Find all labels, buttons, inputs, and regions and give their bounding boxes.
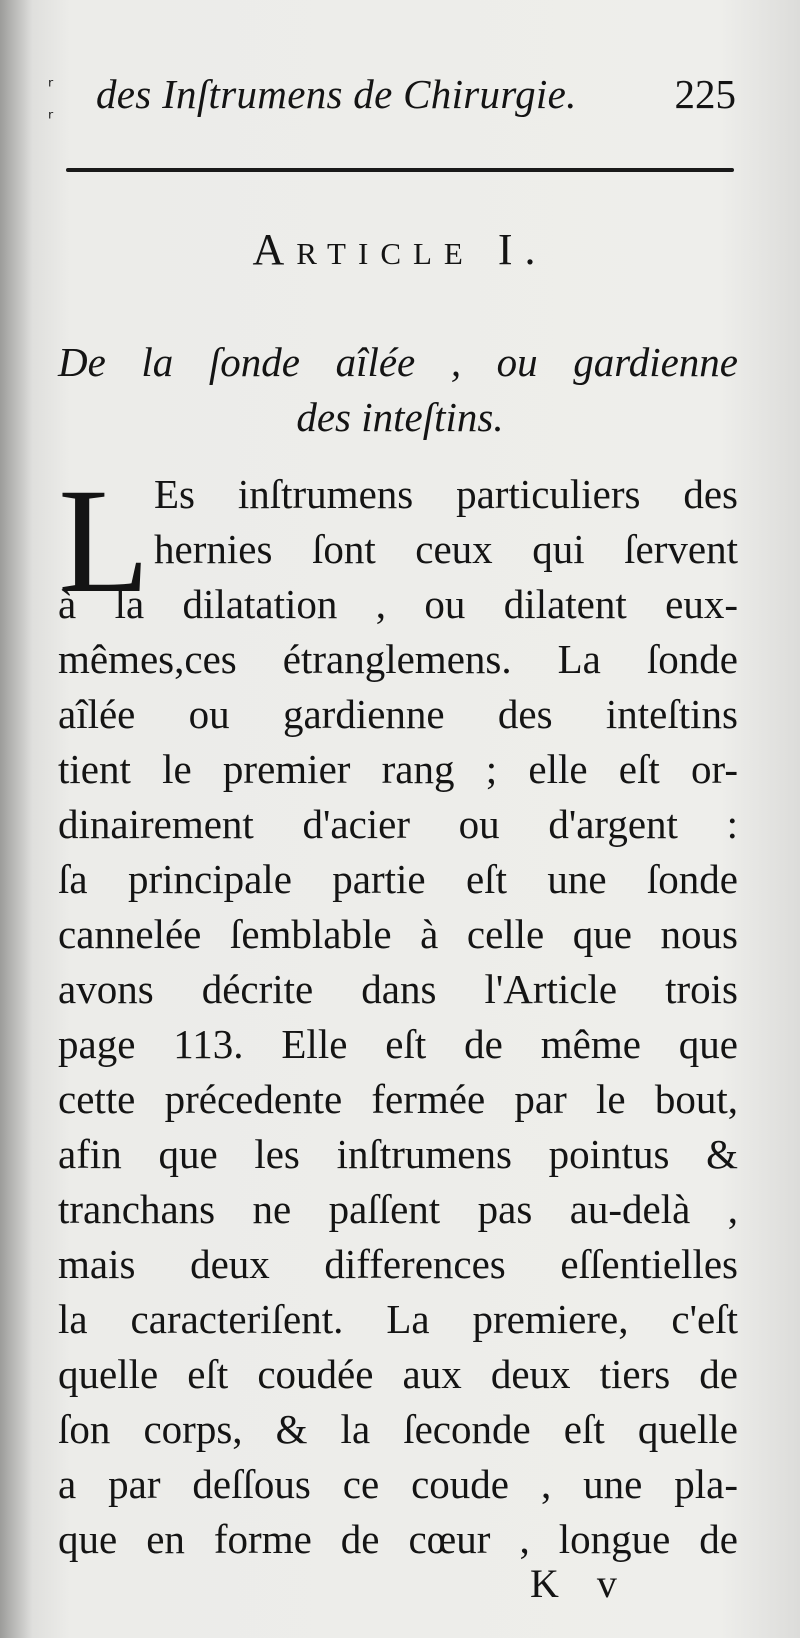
- body-line: dinairement d'acier ou d'argent :: [58, 801, 738, 847]
- body-line: ſa principale partie eſt une ſonde: [58, 856, 738, 902]
- body-line: page 113. Elle eſt de même que: [58, 1021, 738, 1067]
- body-line: que en forme de cœur , longue de: [58, 1516, 738, 1562]
- body-line: la caracteriſent. La premiere, c'eſt: [58, 1296, 738, 1342]
- body-line: afin que les inſtrumens pointus &: [58, 1131, 738, 1177]
- signature-mark: K v: [530, 1561, 631, 1606]
- running-head: [96, 64, 736, 120]
- article-subtitle-line-2: des inteſtins.: [296, 394, 504, 440]
- body-line: tranchans ne paſſent pas au-delà ,: [58, 1186, 738, 1232]
- body-line: à la dilatation , ou dilatent eux-: [58, 581, 738, 627]
- running-head-title: des Inſtrumens de Chirurgie.: [96, 71, 577, 117]
- body-line: cannelée ſemblable à celle que nous: [58, 911, 738, 957]
- body-line: avons décrite dans l'Article trois: [58, 966, 738, 1012]
- body-line: mais deux differences eſſentielles: [58, 1241, 738, 1287]
- body-line: Es inſtrumens particuliers des: [154, 471, 738, 517]
- article-subtitle-line-1: De la ſonde aîlée , ou gardienne: [58, 339, 738, 385]
- body-line: quelle eſt coudée aux deux tiers de: [58, 1351, 738, 1397]
- body-line: a par deſſous ce coude , une pla-: [58, 1461, 738, 1507]
- header-rule: [66, 168, 734, 172]
- body-line: aîlée ou gardienne des inteſtins: [58, 691, 738, 737]
- margin-mark: ʳ: [48, 106, 54, 130]
- body-line: hernies ſont ceux qui ſervent: [154, 526, 738, 572]
- page-number: 225: [674, 71, 736, 117]
- body-line: mêmes,ces étranglemens. La ſonde: [58, 636, 738, 682]
- body-line: ſon corps, & la ſeconde eſt quelle: [58, 1406, 738, 1452]
- drop-cap: L: [58, 458, 150, 624]
- body-line: cette précedente fermée par le bout,: [58, 1076, 738, 1122]
- article-heading: Article I.: [252, 225, 548, 274]
- body-line: tient le premier rang ; elle eſt or-: [58, 746, 738, 792]
- margin-mark: ʳ: [48, 74, 54, 98]
